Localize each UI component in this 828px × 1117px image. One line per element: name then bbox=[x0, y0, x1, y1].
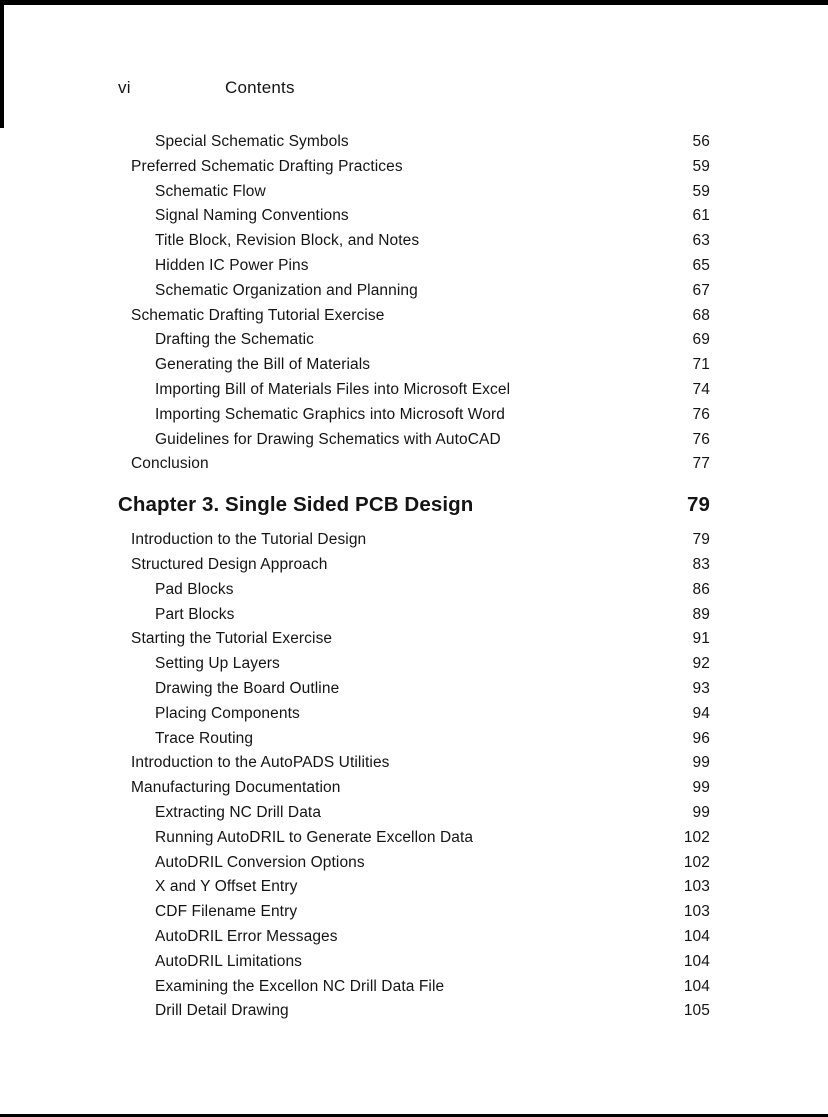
chapter-heading-page: 79 bbox=[686, 493, 710, 517]
toc-entry-label: AutoDRIL Error Messages bbox=[155, 927, 338, 945]
toc-entry-label: Manufacturing Documentation bbox=[131, 779, 341, 797]
toc-entry-label: Trace Routing bbox=[155, 729, 254, 747]
toc-entry bbox=[118, 975, 710, 1000]
toc-entry bbox=[118, 180, 710, 205]
toc-entry-label: Special Schematic Symbols bbox=[155, 133, 349, 150]
toc-entry-label: Running AutoDRIL to Generate Excellon Data bbox=[155, 828, 474, 846]
toc-entry-page: 99 bbox=[692, 803, 710, 821]
toc-entry-label: Starting the Tutorial Exercise bbox=[131, 630, 333, 648]
toc-entry-page: 77 bbox=[692, 455, 710, 473]
toc-entry bbox=[118, 229, 710, 254]
toc-entry bbox=[118, 353, 710, 378]
toc-entry bbox=[118, 528, 710, 553]
toc-entry-label: AutoDRIL Limitations bbox=[155, 952, 303, 970]
toc-entry-page: 103 bbox=[683, 878, 710, 896]
toc-entry bbox=[118, 801, 710, 826]
toc-entry-label: Schematic Organization and Planning bbox=[155, 281, 418, 299]
toc-entry bbox=[118, 603, 710, 628]
toc-entry-label: Hidden IC Power Pins bbox=[155, 256, 309, 274]
toc-entry bbox=[118, 304, 710, 329]
running-header-title: Contents bbox=[225, 78, 295, 97]
toc-entry bbox=[118, 204, 710, 229]
toc-entry bbox=[118, 328, 710, 353]
toc-entry-label: Schematic Flow bbox=[155, 182, 266, 200]
toc-entry bbox=[118, 727, 710, 752]
chapter-heading-label: Chapter 3. Single Sided PCB Design bbox=[118, 493, 474, 517]
toc-entry-page: 104 bbox=[683, 952, 710, 970]
toc-entry bbox=[118, 130, 710, 155]
toc-entry-label: Examining the Excellon NC Drill Data File bbox=[155, 977, 445, 995]
scan-artifact-left-edge bbox=[0, 0, 4, 128]
toc-entry-page: 69 bbox=[692, 331, 710, 349]
toc-entry-page: 61 bbox=[692, 207, 710, 225]
toc-entry bbox=[118, 452, 710, 477]
toc-entry-page: 56 bbox=[692, 133, 710, 150]
toc-entry bbox=[118, 378, 710, 403]
toc-entry-page: 104 bbox=[683, 977, 710, 995]
table-of-contents bbox=[118, 130, 710, 1024]
toc-entry-page: 103 bbox=[683, 903, 710, 921]
toc-entry bbox=[118, 875, 710, 900]
toc-entry-label: Title Block, Revision Block, and Notes bbox=[155, 232, 420, 250]
scan-artifact-top-edge bbox=[0, 0, 828, 5]
toc-entry-label: Schematic Drafting Tutorial Exercise bbox=[131, 306, 385, 324]
toc-entry bbox=[118, 776, 710, 801]
toc-entry bbox=[118, 999, 710, 1024]
toc-entry bbox=[118, 702, 710, 727]
toc-entry-label: AutoDRIL Conversion Options bbox=[155, 853, 365, 871]
toc-entry-page: 102 bbox=[683, 828, 710, 846]
toc-entry-page: 86 bbox=[692, 580, 710, 598]
toc-entry bbox=[118, 677, 710, 702]
toc-entry-label: Guidelines for Drawing Schematics with AutoCAD bbox=[155, 430, 501, 448]
toc-entry-label: Drafting the Schematic bbox=[155, 331, 314, 349]
toc-entry-label: CDF Filename Entry bbox=[155, 903, 298, 921]
toc-entry-page: 74 bbox=[692, 380, 710, 398]
toc-entry bbox=[118, 851, 710, 876]
toc-entry-page: 89 bbox=[692, 605, 710, 623]
toc-entry-label: Drawing the Board Outline bbox=[155, 679, 340, 697]
toc-entry-page: 65 bbox=[692, 256, 710, 274]
toc-entry-label: Conclusion bbox=[131, 455, 209, 473]
toc-entry-label: Preferred Schematic Drafting Practices bbox=[131, 157, 403, 175]
toc-section-chapter3 bbox=[118, 528, 710, 1024]
toc-entry bbox=[118, 578, 710, 603]
toc-entry-page: 93 bbox=[692, 679, 710, 697]
toc-entry-label: X and Y Offset Entry bbox=[155, 878, 298, 896]
toc-entry-page: 91 bbox=[692, 630, 710, 648]
toc-entry-label: Placing Components bbox=[155, 704, 300, 722]
toc-entry-label: Extracting NC Drill Data bbox=[155, 803, 322, 821]
toc-entry bbox=[118, 826, 710, 851]
toc-entry bbox=[118, 652, 710, 677]
toc-entry-page: 71 bbox=[692, 356, 710, 374]
toc-entry bbox=[118, 751, 710, 776]
toc-entry-label: Introduction to the AutoPADS Utilities bbox=[131, 754, 390, 772]
toc-entry-page: 67 bbox=[692, 281, 710, 299]
toc-entry bbox=[118, 900, 710, 925]
toc-entry bbox=[118, 627, 710, 652]
toc-entry bbox=[118, 950, 710, 975]
toc-entry-page: 59 bbox=[692, 157, 710, 175]
toc-entry bbox=[118, 925, 710, 950]
toc-entry-label: Introduction to the Tutorial Design bbox=[131, 531, 367, 549]
toc-entry-page: 68 bbox=[692, 306, 710, 324]
toc-entry-label: Importing Bill of Materials Files into Microsoft Excel bbox=[155, 380, 511, 398]
toc-entry bbox=[118, 279, 710, 304]
toc-entry-label: Signal Naming Conventions bbox=[155, 207, 349, 225]
toc-entry-page: 99 bbox=[692, 779, 710, 797]
toc-entry-page: 102 bbox=[683, 853, 710, 871]
toc-entry-page: 105 bbox=[683, 1002, 710, 1020]
toc-section-chapter2-tail bbox=[118, 130, 710, 477]
toc-entry-label: Generating the Bill of Materials bbox=[155, 356, 371, 374]
toc-entry-label: Structured Design Approach bbox=[131, 555, 328, 573]
chapter-heading bbox=[118, 491, 710, 519]
toc-entry bbox=[118, 428, 710, 453]
toc-entry bbox=[118, 403, 710, 428]
toc-entry-page: 99 bbox=[692, 754, 710, 772]
page-number: vi bbox=[118, 78, 131, 97]
toc-entry-label: Pad Blocks bbox=[155, 580, 234, 598]
running-header bbox=[118, 78, 710, 100]
toc-entry-label: Drill Detail Drawing bbox=[155, 1002, 289, 1020]
toc-entry-page: 92 bbox=[692, 655, 710, 673]
toc-entry bbox=[118, 254, 710, 279]
toc-entry-page: 104 bbox=[683, 927, 710, 945]
toc-entry-page: 76 bbox=[692, 430, 710, 448]
toc-entry-page: 83 bbox=[692, 555, 710, 573]
toc-entry-page: 63 bbox=[692, 232, 710, 250]
toc-entry bbox=[118, 155, 710, 180]
toc-entry-page: 79 bbox=[692, 531, 710, 549]
toc-entry-page: 76 bbox=[692, 405, 710, 423]
toc-entry-label: Importing Schematic Graphics into Microsoft Word bbox=[155, 405, 505, 423]
toc-entry-page: 94 bbox=[692, 704, 710, 722]
toc-entry-page: 59 bbox=[692, 182, 710, 200]
toc-entry-label: Part Blocks bbox=[155, 605, 235, 623]
toc-entry-page: 96 bbox=[692, 729, 710, 747]
toc-entry bbox=[118, 553, 710, 578]
toc-entry-label: Setting Up Layers bbox=[155, 655, 280, 673]
